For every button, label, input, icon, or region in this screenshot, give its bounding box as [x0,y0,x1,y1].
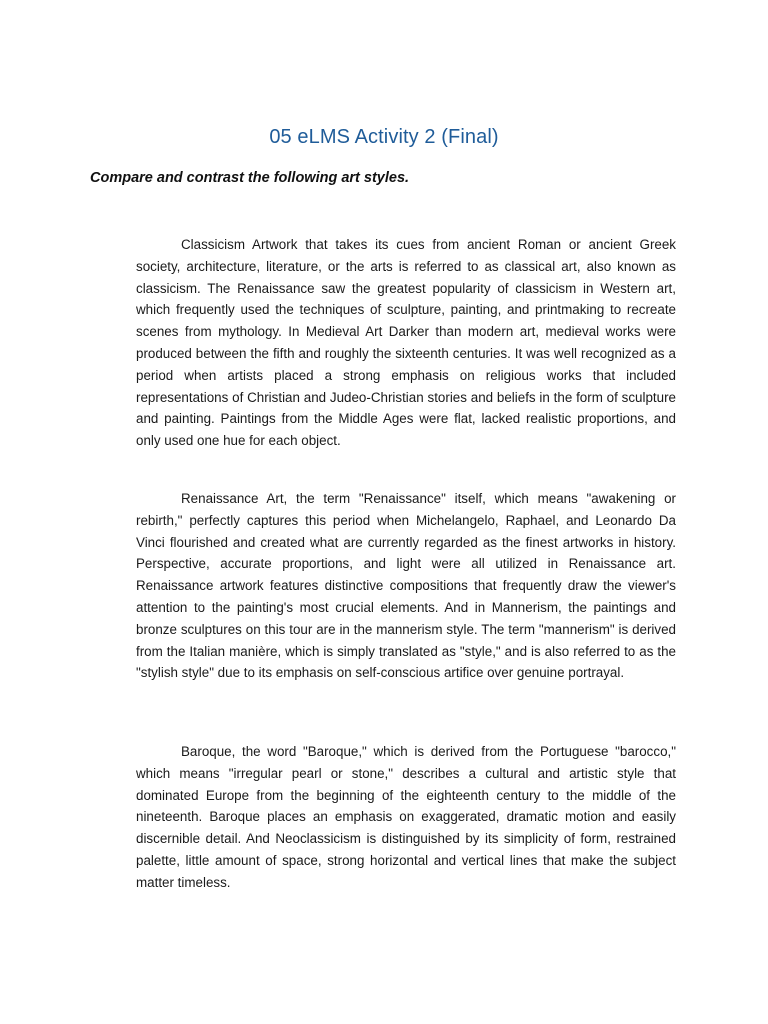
paragraph-renaissance-mannerism: Renaissance Art, the term "Renaissance" itself, which means "awakening or rebirth," perfectly captures this period when Michelangelo, Raphael, and Leonardo Da Vinci flourished and created what are currently regarded as the finest artworks in history. Perspective, accurate proportions, and light were all utilized in Renaissance art. Renaissance artwork features distinctive compositions that frequently draw the viewer's attention to the painting's most crucial elements. And in Mannerism, the paintings and bronze sculptures on this tour are in the mannerism style. The term "mannerism" is derived from the Italian manière, which is simply translated as "style," and is also referred to as the "stylish style" due to its emphasis on self-conscious artifice over genuine portrayal. [136,491,676,681]
paragraph-baroque-neoclassicism: Baroque, the word "Baroque," which is derived from the Portuguese "barocco," which means "irregular pearl or stone," describes a cultural and artistic style that dominated Europe from the beginning of the eighteenth century to the middle of the nineteenth. Baroque places an emphasis on exaggerated, dramatic motion and easily discernible detail. And Neoclassicism is distinguished by its simplicity of form, restrained palette, little amount of space, strong horizontal and vertical lines that make the subject matter timeless. [136,744,676,890]
page-title: 05 eLMS Activity 2 (Final) [269,126,499,148]
paragraph-classicism-medieval: Classicism Artwork that takes its cues from ancient Roman or ancient Greek society, architecture, literature, or the arts is referred to as classical art, also known as classicism. The Renaissance saw the greatest popularity of classicism in Western art, which frequently used the techniques of sculpture, painting, and printmaking to recreate scenes from mythology. In Medieval Art Darker than modern art, medieval works were produced between the fifth and roughly the sixteenth centuries. It was well recognized as a period when artists placed a strong emphasis on religious works that included representations of Christian and Judeo-Christian stories and beliefs in the form of sculpture and painting. Paintings from the Middle Ages were flat, lacked realistic proportions, and only used one hue for each object. [136,237,676,449]
page-subtitle: Compare and contrast the following art styles. [90,170,410,186]
